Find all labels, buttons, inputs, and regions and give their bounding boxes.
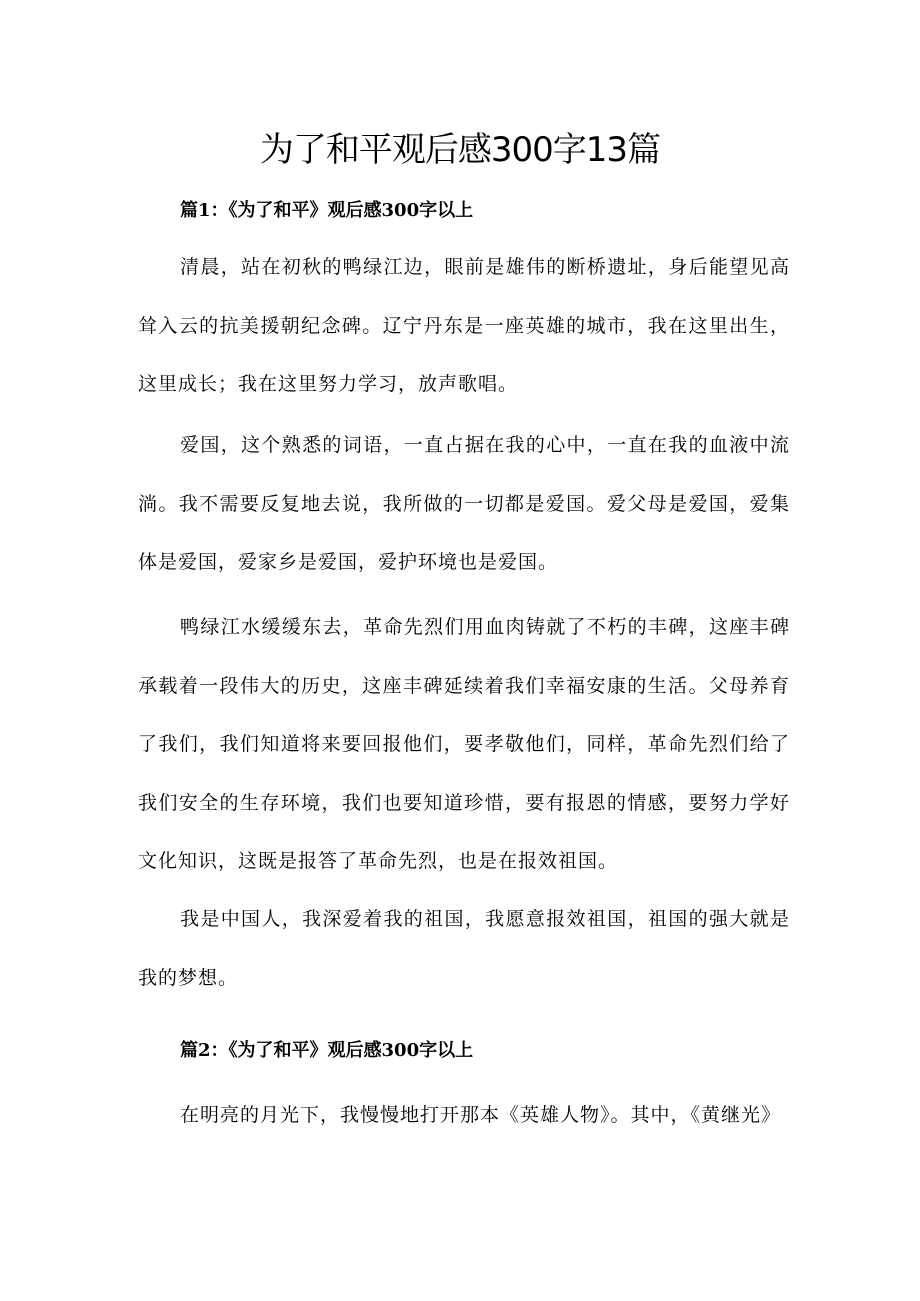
paragraph-1-4: 我是中国人，我深爱着我的祖国，我愿意报效祖国，祖国的强大就是我的梦想。 (138, 908, 790, 989)
paragraph-1-2: 爱国，这个熟悉的词语，一直占据在我的心中，一直在我的血液中流淌。我不需要反复地去说，我所做的一切都是爱国。爱父母是爱国，爱集体是爱国，爱家乡是爱国，爱护环境也是爱国。 (138, 434, 790, 573)
paragraph-2-1: 在明亮的月光下，我慢慢地打开那本《英雄人物》。其中，《黄继光》 (180, 1104, 782, 1126)
document-title: 为了和平观后感300字13篇 (259, 130, 661, 170)
section-heading-1: 篇1：《为了和平》观后感300字以上 (180, 200, 474, 221)
section-heading-2: 篇2：《为了和平》观后感300字以上 (180, 1040, 474, 1061)
paragraph-1-1: 清晨，站在初秋的鸭绿江边，眼前是雄伟的断桥遗址，身后能望见高耸入云的抗美援朝纪念碑。辽宁丹东是一座英雄的城市，我在这里出生，这里成长；我在这里努力学习，放声歌唱。 (138, 256, 790, 395)
paragraph-1-3: 鸭绿江水缓缓东去，革命先烈们用血肉铸就了不朽的丰碑，这座丰碑承载着一段伟大的历史，这座丰碑延续着我们幸福安康的生活。父母养育了我们，我们知道将来要回报他们，要孝敬他们，同样，革命先烈们给了我们安全的生存环境，我们也要知道珍惜，要有报恩的情感，要努力学好文化知识，这既是报答了革命先烈，也是在报效祖国。 (138, 616, 790, 872)
